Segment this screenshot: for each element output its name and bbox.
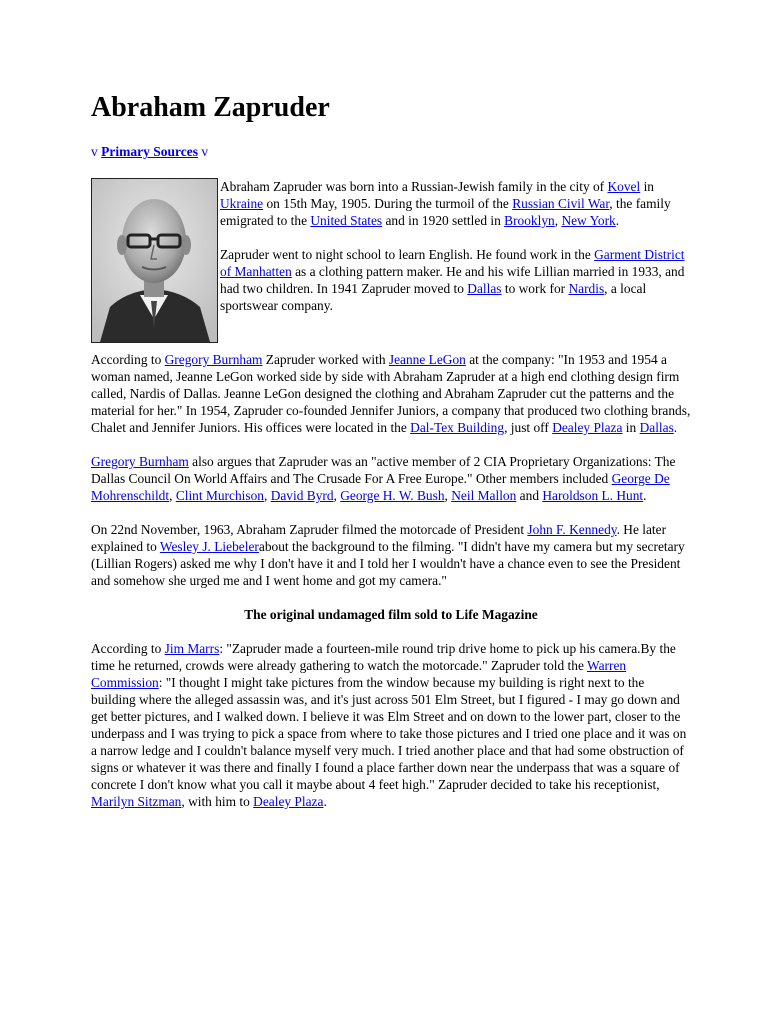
link-clint-murchison[interactable]: Clint Murchison	[175, 488, 264, 503]
link-david-byrd[interactable]: David Byrd	[270, 488, 334, 503]
link-george-de-mohrenschildt[interactable]: George De Mohrenschildt	[91, 471, 670, 503]
link-warren-commission[interactable]: Warren Commission	[91, 658, 627, 690]
paragraph-filming	[91, 521, 691, 589]
link-gregory-burnham[interactable]: Gregory Burnham	[164, 352, 263, 367]
text-segment: ,	[333, 488, 341, 503]
text-segment: to work for	[501, 281, 569, 296]
text-segment: .	[615, 213, 620, 228]
text-segment: According to	[91, 352, 165, 367]
right-marker: v	[201, 144, 209, 159]
link-kovel[interactable]: Kovel	[607, 179, 641, 194]
section-caption: The original undamaged film sold to Life Magazine	[244, 607, 538, 622]
text-segment: ,	[554, 213, 562, 228]
portrait-image	[92, 179, 217, 342]
text-segment: , with him to	[181, 794, 254, 809]
text-segment: , just off	[504, 420, 553, 435]
text-segment: : "I thought I might take pictures from the window because my building is right next to the building where the alleged assassin was, and it's just across 501 Elm Street, but I figured - I may go down and get better pictures, and I walked down. I believe it was Elm Street and on down to the lower part, closer to the underpass and I was trying to pick a space from where to take those pictures and I tried one place and it was on a narrow ledge and I couldn't balance myself very much. I tried another place and that had some obstruction of signs or whatever it was there and finally I found a place farther down near the underpass that was a square of concrete I don't know what you call it maybe about 4 feet high." Zapruder decided to take his receptionist,	[91, 675, 687, 792]
text-segment: ,	[444, 488, 452, 503]
portrait-photo	[91, 178, 218, 343]
link-dal-tex-building[interactable]: Dal-Tex Building	[410, 420, 505, 435]
text-segment: Zapruder went to night school to learn English. He found work in the	[220, 247, 595, 262]
link-dallas[interactable]: Dallas	[639, 420, 674, 435]
text-segment: . He later explained to	[91, 522, 667, 554]
link-wesley-liebeler[interactable]: Wesley J. Liebeler	[159, 539, 259, 554]
link-garment-district[interactable]: Garment District of Manhatten	[220, 247, 685, 279]
link-jim-marrs[interactable]: Jim Marrs	[164, 641, 220, 656]
primary-sources-link[interactable]	[91, 143, 208, 160]
link-john-f-kennedy[interactable]: John F. Kennedy	[527, 522, 617, 537]
link-haroldson-hunt[interactable]: Haroldson L. Hunt	[542, 488, 644, 503]
page-title: Abraham Zapruder	[91, 92, 330, 123]
link-russian-civil-war[interactable]: Russian Civil War	[512, 196, 610, 211]
text-segment: , the family emigrated to the	[220, 196, 671, 228]
text-segment: ,	[169, 488, 176, 503]
text-segment: , a local sportswear company.	[220, 281, 647, 313]
paragraph-company	[91, 351, 691, 436]
link-george-hw-bush[interactable]: George H. W. Bush	[340, 488, 445, 503]
link-dealey-plaza[interactable]: Dealey Plaza	[552, 420, 623, 435]
text-segment: in	[622, 420, 640, 435]
text-segment: .	[673, 420, 678, 435]
text-segment: and	[516, 488, 543, 503]
text-segment: .	[643, 488, 647, 503]
paragraph-marrs	[91, 640, 691, 810]
text-segment: : "Zapruder made a fourteen-mile round trip drive home to pick up his camera.By the time he returned, crowds were already gathering to watch the motorcade." Zapruder told the	[91, 641, 676, 673]
left-marker: v	[91, 144, 98, 159]
link-united-states[interactable]: United States	[310, 213, 383, 228]
text-segment: as a clothing pattern maker. He and his wife Lillian married in 1933, and had two children. In 1941 Zapruder moved to	[220, 264, 685, 296]
primary-sources-label[interactable]: Primary Sources	[101, 144, 198, 159]
text-segment: in	[640, 179, 654, 194]
text-segment: about the background to the filming. "I didn't have my camera but my secretary (Lillian Rogers) asked me why I don't have it and I told her I wouldn't have a chance even to see the President and somehow she urged me and I went home and got my camera."	[91, 539, 685, 588]
text-segment: on 15th May, 1905. During the turmoil of the	[263, 196, 513, 211]
text-segment: .	[323, 794, 327, 809]
link-neil-mallon[interactable]: Neil Mallon	[451, 488, 517, 503]
text-segment: at the company: "In 1953 and 1954 a woman named, Jeanne LeGon worked side by side with Abraham Zapruder at a high end clothing design firm called, Nardis of Dallas. Jeanne LeGon designed the clothing and Abraham Zapruder cut the patterns and the material for her." In 1954, Zapruder co-founded Jennifer Juniors, a company that produced two clothing brands, Chalet and Jennifer Juniors. His offices were located in the	[91, 352, 691, 435]
text-segment: and in 1920 settled in	[382, 213, 505, 228]
text-segment: Abraham Zapruder was born into a Russian-Jewish family in the city of	[220, 179, 608, 194]
link-jeanne-legon[interactable]: Jeanne LeGon	[388, 352, 466, 367]
text-segment: On 22nd November, 1963, Abraham Zapruder filmed the motorcade of President	[91, 522, 528, 537]
paragraph-cia	[91, 453, 691, 504]
link-dallas[interactable]: Dallas	[467, 281, 502, 296]
link-nardis[interactable]: Nardis	[568, 281, 605, 296]
link-marilyn-sitzman[interactable]: Marilyn Sitzman	[91, 794, 182, 809]
text-segment: ,	[263, 488, 271, 503]
link-brooklyn[interactable]: Brooklyn	[504, 213, 555, 228]
text-segment: According to	[91, 641, 165, 656]
text-segment: also argues that Zapruder was an "active member of 2 CIA Proprietary Organizations: The Dallas Council On World Affairs and The Crusade For A Free Europe." Other members included	[91, 454, 676, 486]
text-segment: Zapruder worked with	[262, 352, 389, 367]
link-ukraine[interactable]: Ukraine	[220, 196, 264, 211]
article-body	[91, 178, 691, 827]
link-gregory-burnham[interactable]: Gregory Burnham	[91, 454, 189, 469]
link-new-york[interactable]: New York	[561, 213, 616, 228]
link-dealey-plaza[interactable]: Dealey Plaza	[253, 794, 324, 809]
